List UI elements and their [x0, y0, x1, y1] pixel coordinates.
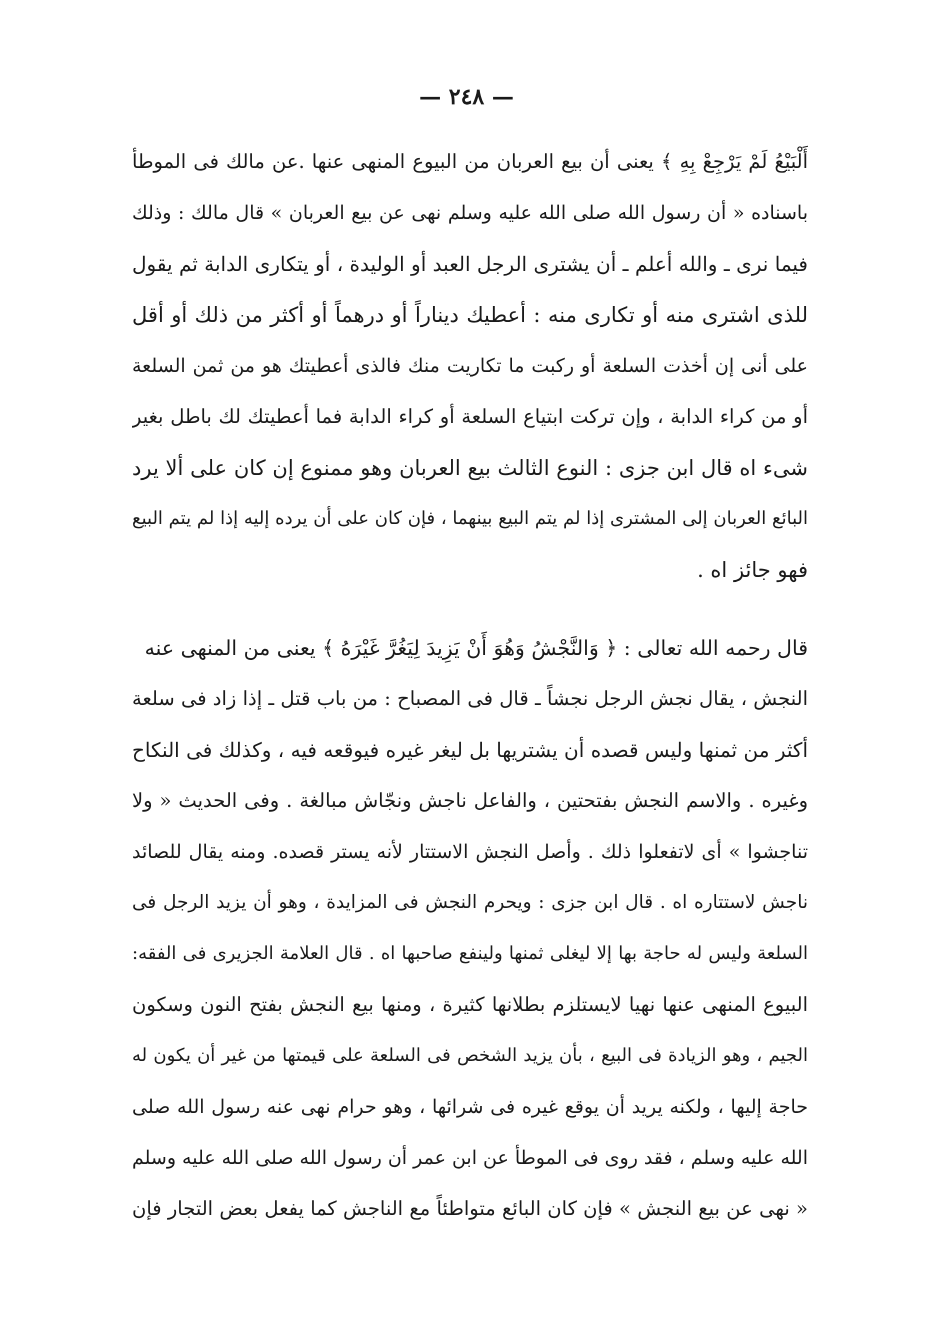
- text-line: النجش ، يقال نجش الرجل نجشاً ـ قال فى المصباح : من باب قتل ـ إذا زاد فى سلعة: [132, 687, 808, 710]
- text-line: فيما نرى ـ والله أعلم ـ أن يشترى الرجل العبد أو الوليدة ، أو يتكارى الدابة ثم يقول: [132, 252, 808, 276]
- text-line: وغيره . والاسم النجش بفتحتين ، والفاعل ناجش ونجّاش مبالغة . وفى الحديث « ولا: [132, 789, 808, 812]
- text-line: شىء اه قال ابن جزى : النوع الثالث بيع العربان وهو ممنوع إن كان على ألا يرد: [132, 456, 808, 480]
- text-line: أكثر من ثمنها وليس قصده أن يشتريها بل ليغر غيره فيوقعه فيه ، وكذلك فى النكاح: [132, 738, 808, 762]
- page-number: — ٢٤٨ —: [419, 84, 514, 110]
- text-line: فهو جائز اه .: [697, 558, 808, 582]
- text-line: البيوع المنهى عنها نهيا لايستلزم بطلانها كثيرة ، ومنها بيع النجش بفتح النون وسكون: [132, 993, 808, 1016]
- text-line: الله عليه وسلم ، فقد روى فى الموطأ عن ابن عمر أن رسول الله صلى الله عليه وسلم: [132, 1147, 808, 1169]
- text-line: حاجة إليها ، ولكنه يريد أن يوقع غيره فى شرائها ، وهو حرام نهى عنه رسول الله صلى: [132, 1096, 808, 1118]
- text-line: تناجشوا » أى لاتفعلوا ذلك . وأصل النجش الاستتار لأنه يستر قصده. ومنه يقال للصائد: [132, 841, 808, 863]
- text-line: « نهى عن بيع النجش » فإن كان البائع متواطئاً مع الناجش كما يفعل بعض التجار فإن: [132, 1197, 808, 1220]
- text-line: باسناده « أن رسول الله صلى الله عليه وسلم نهى عن بيع العربان » قال مالك : وذلك: [132, 202, 808, 224]
- text-line: قال رحمه الله تعالى : ﴿ وَالنَّجْشُ وَهُوَ أَنْ يَزِيدَ لِيَغُرَّ غَيْرَهُ ﴾ يعنى من المنهى عنه: [144, 636, 808, 660]
- text-line: أَلْبَيْعُ لَمْ يَرْجِعْ بِهِ ﴾ يعنى أن بيع العربان من البيوع المنهى عنها .عن مالك فى الموطأ: [132, 150, 808, 173]
- text-line: على أنى إن أخذت السلعة أو ركبت ما تكاريت منك فالذى أعطيتك هو من ثمن السلعة: [132, 355, 808, 377]
- text-line: أو من كراء الدابة ، وإن تركت ابتياع السلعة أو كراء الدابة فما أعطيتك لك باطل بغير: [132, 405, 808, 428]
- text-line: البائع العربان إلى المشترى إذا لم يتم البيع بينهما ، فإن كان على أن يرده إليه إذا لم يتم البيع: [132, 508, 808, 529]
- text-line: ناجش لاستتاره اه . قال ابن جزى : ويحرم النجش فى المزايدة ، وهو أن يزيد الرجل فى: [132, 892, 808, 913]
- text-line: السلعة وليس له حاجة بها إلا ليغلى ثمنها ولينفع صاحبها اه . قال العلامة الجزيرى فى الفقه:: [132, 943, 808, 964]
- text-line: الجيم ، وهو الزيادة فى البيع ، بأن يزيد الشخص فى السلعة على قيمتها من غير أن يكون له: [132, 1045, 808, 1066]
- text-line: للذى اشترى منه أو تكارى منه : أعطيك ديناراً أو درهماً أو أكثر من ذلك أو أقل: [132, 303, 808, 327]
